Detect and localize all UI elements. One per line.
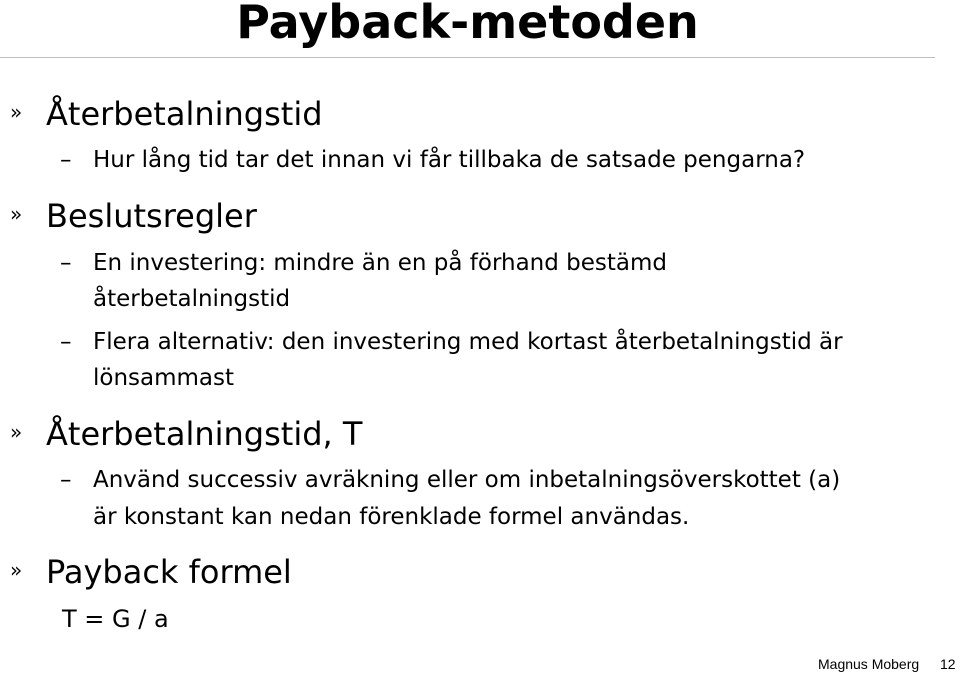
- sub-bullet: [60, 142, 805, 178]
- bullet-text: Återbetalningstid, T: [46, 415, 363, 453]
- payback-formula: T = G / a: [62, 605, 169, 633]
- bullet-text: Payback formel: [46, 553, 292, 591]
- bullet-text: Återbetalningstid: [46, 95, 323, 133]
- sub-bullet-dash: –: [60, 147, 72, 173]
- sub-bullet-continuation: är konstant kan nedan förenklade formel användas.: [93, 504, 690, 530]
- sub-bullet-dash: –: [60, 467, 72, 493]
- bullet-aterbetalningstid-t: [10, 412, 362, 454]
- bullet-text: Beslutsregler: [46, 197, 257, 235]
- bullet-marker: »: [10, 202, 23, 226]
- bullet-marker: »: [10, 558, 23, 582]
- bullet-beslutsregler: [10, 194, 257, 236]
- title-divider: [0, 57, 935, 58]
- sub-bullet: [60, 462, 840, 498]
- bullet-aterbetalningstid: [10, 92, 323, 134]
- sub-bullet-text: En investering: mindre än en på förhand bestämd: [93, 250, 668, 276]
- sub-bullet-text: Använd successiv avräkning eller om inbetalningsöverskottet (a): [93, 467, 841, 493]
- sub-bullet-dash: –: [60, 329, 72, 355]
- bullet-payback-formel: [10, 550, 292, 592]
- sub-bullet-text: Flera alternativ: den investering med kortast återbetalningstid är: [93, 329, 843, 355]
- sub-bullet: [60, 324, 843, 360]
- sub-bullet-continuation: lönsammast: [93, 365, 235, 391]
- sub-bullet-continuation: återbetalningstid: [93, 286, 291, 312]
- bullet-marker: »: [10, 100, 23, 124]
- sub-bullet-dash: –: [60, 250, 72, 276]
- slide-title: Payback-metoden: [236, 0, 699, 49]
- sub-bullet: [60, 245, 667, 281]
- page-number: 12: [940, 656, 956, 672]
- sub-bullet-text: Hur lång tid tar det innan vi får tillbaka de satsade pengarna?: [93, 147, 806, 173]
- footer-author: Magnus Moberg: [818, 656, 920, 672]
- bullet-marker: »: [10, 420, 23, 444]
